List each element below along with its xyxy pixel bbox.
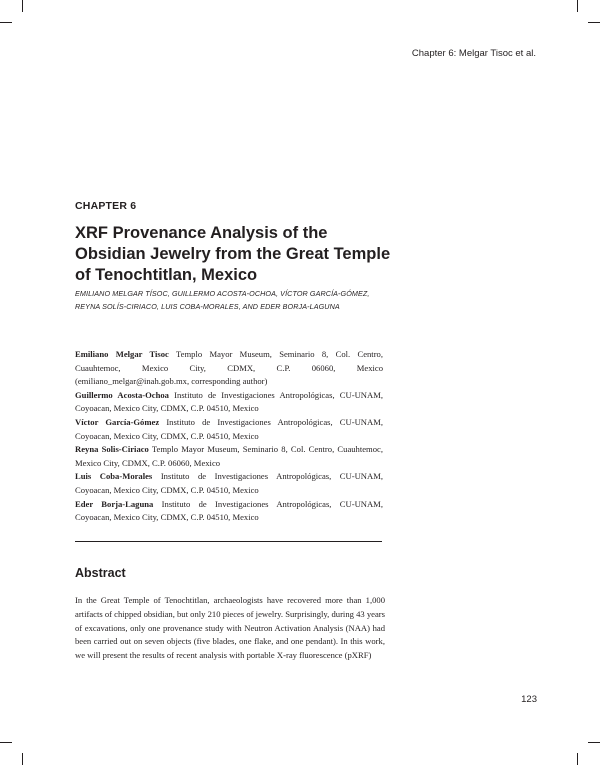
affiliation-name: Guillermo Acosta-Ochoa: [75, 389, 169, 400]
crop-mark-right-bottom: [588, 742, 600, 743]
abstract-paragraph: In the Great Temple of Tenochtitlan, archaeologists have recovered more than 1,000 artifacts of chipped obsidian, but only 210 pieces of jewelry. Surprisingly, during 43 years of excavations, only one provenance study with Neutron Activation Analysis (NAA) had been carried out on seven objects (five blades, one flake, and one pendant). In this work, we will present the results of recent analysis with portable X-ray fluorescence (pXRF): [75, 595, 385, 661]
affiliation-name: Reyna Solis-Ciriaco: [75, 444, 149, 455]
section-divider: [75, 541, 382, 542]
chapter-label: CHAPTER 6: [75, 200, 137, 212]
affiliation-text: Templo Mayor Museum, Seminario 8, Col. Centro, Cuauhtemoc, Mexico City, CDMX, C.P. 06060, Mexico (emiliano_melgar@inah.gob.mx, corresponding author): [75, 349, 383, 387]
affiliation-text: Instituto de Investigaciones Antropológicas, CU-UNAM, Coyoacan, Mexico City, CDMX, C.P. 04510, Mexico: [75, 471, 383, 495]
crop-mark-top-left: [22, 0, 23, 12]
running-head: Chapter 6: Melgar Tisoc et al.: [411, 48, 536, 59]
affiliation-text: Instituto de Investigaciones Antropológicas, CU-UNAM, Coyoacan, Mexico City, CDMX, C.P. 04510, Mexico: [75, 416, 383, 441]
affiliation-text: Templo Mayor Museum, Seminario 8, Col. Centro, Cuauhtemoc, Mexico City, CDMX, C.P. 06060, Mexico: [75, 444, 383, 468]
crop-mark-bottom-left: [22, 753, 23, 765]
crop-mark-left-top: [0, 22, 12, 23]
affiliation-text: Instituto de Investigaciones Antropológicas, CU-UNAM, Coyoacan, Mexico City, CDMX, C.P. 04510, Mexico: [75, 389, 383, 414]
page-number: 123: [521, 694, 537, 705]
affiliation-entry: [75, 470, 383, 497]
affiliation-text: Instituto de Investigaciones Antropológicas, CU-UNAM, Coyoacan, Mexico City, CDMX, C.P. 04510, Mexico: [75, 498, 383, 523]
chapter-title: XRF Provenance Analysis of the Obsidian Jewelry from the Great Temple of Tenochtitlan, Mexico: [75, 224, 391, 284]
affiliation-entry: [75, 416, 383, 443]
crop-mark-right-top: [588, 22, 600, 23]
affiliation-name: Eder Borja-Laguna: [75, 498, 154, 509]
author-list: EMILIANO MELGAR TÍSOC, GUILLERMO ACOSTA-OCHOA, VÍCTOR GARCÍA-GÓMEZ, REYNA SOLÍS-CIRIACO, LUIS COBA-MORALES, AND EDER BORJA-LAGUNA: [75, 289, 370, 311]
affiliation-name: Emiliano Melgar Tisoc: [75, 349, 169, 359]
affiliation-entry: [75, 498, 383, 525]
crop-mark-left-bottom: [0, 742, 12, 743]
affiliation-name: Víctor García-Gómez: [75, 416, 160, 427]
crop-mark-top-right: [577, 0, 578, 12]
affiliation-entry: [75, 443, 383, 470]
affiliations: [75, 348, 383, 525]
affiliation-entry: [75, 389, 383, 416]
affiliation-entry: [75, 348, 383, 389]
abstract-heading: Abstract: [75, 566, 126, 580]
affiliation-name: Luis Coba-Morales: [75, 471, 153, 482]
crop-mark-bottom-right: [577, 753, 578, 765]
